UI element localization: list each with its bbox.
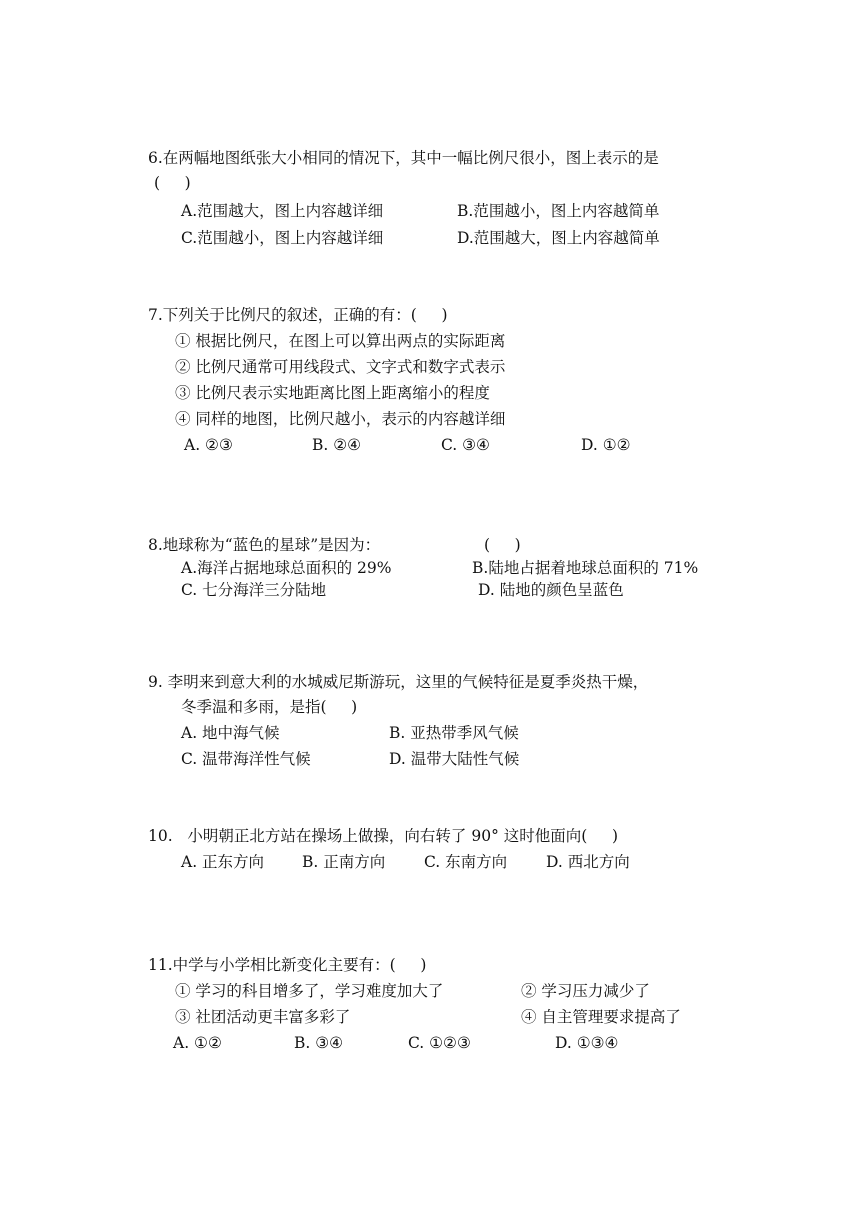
q6-stem: 6.在两幅地图纸张大小相同的情况下，其中一幅比例尺很小，图上表示的是 <box>148 149 659 167</box>
q11-option-b: B. ③④ <box>294 1034 344 1052</box>
q7-option-b: B. ②④ <box>312 436 362 454</box>
q10-option-a: A. 正东方向 <box>181 853 265 871</box>
q7-statement-1: ① 根据比例尺，在图上可以算出两点的实际距离 <box>175 332 506 350</box>
q7-option-c: C. ③④ <box>441 436 490 454</box>
q11-statement-2: ② 学习压力减少了 <box>521 982 650 1000</box>
q10-stem: 10. 小明朝正北方站在操场上做操，向右转了 90° 这时他面向( ) <box>148 827 618 845</box>
q8-stem: 8.地球称为“蓝色的星球”是因为： <box>148 536 381 554</box>
q8-option-c: C. 七分海洋三分陆地 <box>181 581 327 599</box>
q7-statement-3: ③ 比例尺表示实地距离比图上距离缩小的程度 <box>175 384 490 402</box>
q11-statement-1: ① 学习的科目增多了，学习难度加大了 <box>175 982 444 1000</box>
q9-option-d: D. 温带大陆性气候 <box>389 750 520 768</box>
q8-answer-blank: ( ) <box>484 536 521 554</box>
q11-option-d: D. ①③④ <box>555 1034 619 1052</box>
q11-option-c: C. ①②③ <box>408 1034 471 1052</box>
q6-option-b: B.范围越小，图上内容越简单 <box>457 202 660 220</box>
q9-stem-continued: 冬季温和多雨，是指( ) <box>181 698 358 716</box>
q11-stem: 11.中学与小学相比新变化主要有：( ) <box>148 956 427 974</box>
q9-option-a: A. 地中海气候 <box>181 724 280 742</box>
q7-option-a: A. ②③ <box>184 436 233 454</box>
q9-stem: 9. 李明来到意大利的水城威尼斯游玩，这里的气候特征是夏季炎热干燥， <box>148 673 649 691</box>
q10-option-b: B. 正南方向 <box>302 853 386 871</box>
q9-option-c: C. 温带海洋性气候 <box>181 750 311 768</box>
q7-stem: 7.下列关于比例尺的叙述，正确的有：( ) <box>148 306 448 324</box>
q11-statement-4: ④ 自主管理要求提高了 <box>521 1008 681 1026</box>
q10-option-d: D. 西北方向 <box>546 853 630 871</box>
q7-statement-4: ④ 同样的地图，比例尺越小，表示的内容越详细 <box>175 410 506 428</box>
q7-statement-2: ② 比例尺通常可用线段式、文字式和数字式表示 <box>175 358 506 376</box>
q8-option-b: B.陆地占据着地球总面积的 71% <box>472 559 699 577</box>
q8-option-a: A.海洋占据地球总面积的 29% <box>181 559 392 577</box>
q10-option-c: C. 东南方向 <box>424 853 508 871</box>
q8-option-d: D. 陆地的颜色呈蓝色 <box>478 581 624 599</box>
q6-option-d: D.范围越大，图上内容越简单 <box>457 229 660 247</box>
q6-option-a: A.范围越大，图上内容越详细 <box>181 202 384 220</box>
q6-answer-blank: ( ) <box>154 174 191 192</box>
q9-option-b: B. 亚热带季风气候 <box>389 724 519 742</box>
q6-option-c: C.范围越小，图上内容越详细 <box>181 229 384 247</box>
q11-option-a: A. ①② <box>173 1034 222 1052</box>
q7-option-d: D. ①② <box>581 436 631 454</box>
q11-statement-3: ③ 社团活动更丰富多彩了 <box>175 1008 351 1026</box>
